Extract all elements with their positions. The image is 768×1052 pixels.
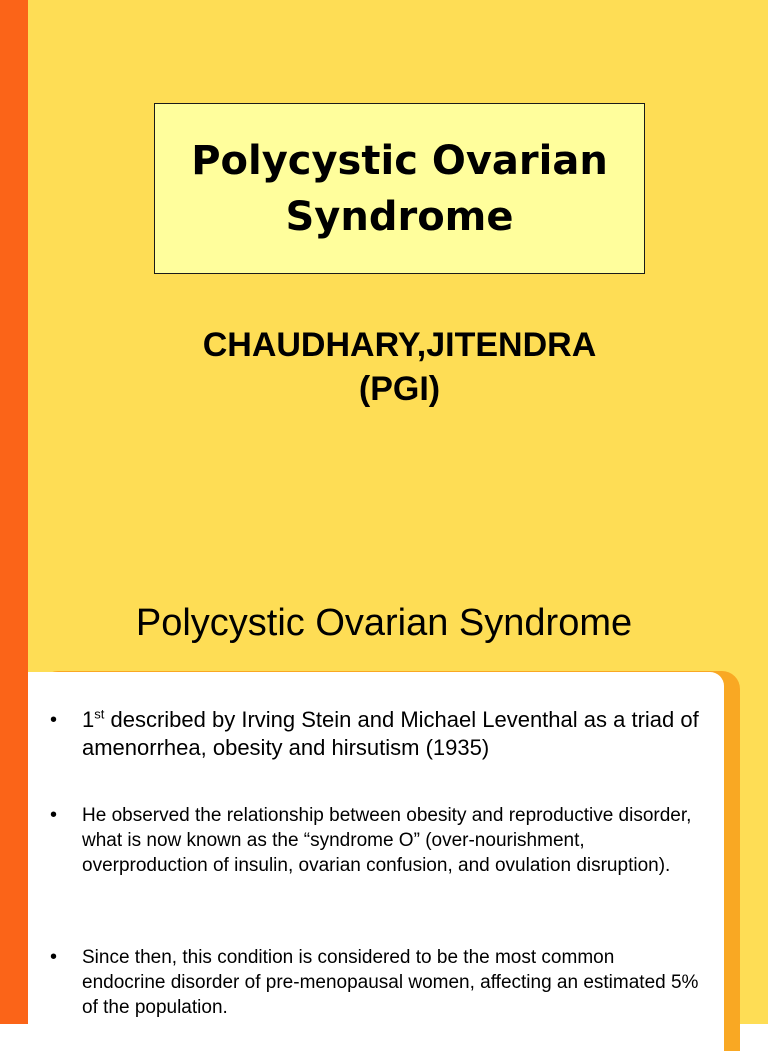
bullet-text xyxy=(82,706,702,762)
bullet-dot: • xyxy=(50,804,58,826)
bullet-dot: • xyxy=(50,946,58,968)
accent-bar xyxy=(0,575,28,1024)
bullet-dot: • xyxy=(50,709,58,731)
slide-title: Polycystic Ovarian Syndrome xyxy=(135,602,633,644)
author-block xyxy=(154,323,645,411)
author-name: CHAUDHARY,JITENDRA xyxy=(202,326,597,364)
content-panel xyxy=(28,672,724,1052)
bullet-text: Since then, this condition is considered to be the most common endocrine disorder of pre-menopausal women, affecting an estimated 5% of the population. xyxy=(82,947,699,1018)
ordinal-number: 1 xyxy=(82,707,95,732)
ordinal-suffix: st xyxy=(94,706,105,722)
slide-2 xyxy=(0,575,768,1024)
slide-title: Polycystic Ovarian Syndrome xyxy=(191,137,608,240)
author-affiliation: (PGI) xyxy=(358,370,441,408)
title-box xyxy=(154,103,645,274)
bullet-text: He observed the relationship between obesity and reproductive disorder, what is now known as the “syndrome O” (over-nourishment, overproduction of insulin, ovarian confusion, and ovulation disruption). xyxy=(82,805,692,876)
accent-bar xyxy=(0,0,28,575)
bullet-text-body: described by Irving Stein and Michael Leventhal as a triad of amenorrhea, obesity and hirsutism (1935) xyxy=(82,707,699,760)
